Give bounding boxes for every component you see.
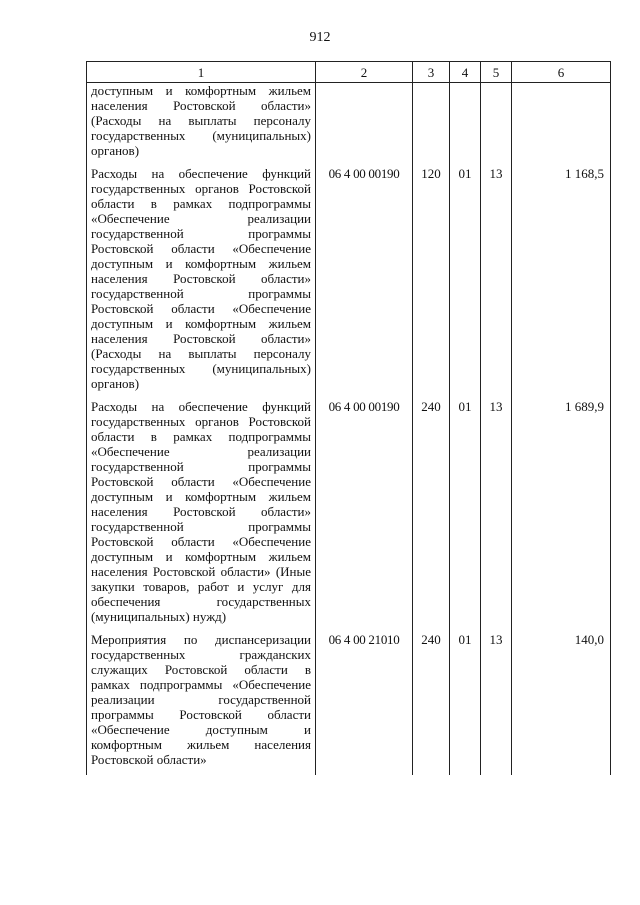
expense-type-code: 240	[413, 399, 450, 632]
budget-table	[86, 61, 611, 775]
column-header-2: 2	[316, 62, 413, 83]
column-header-1: 1	[87, 62, 316, 83]
amount-value: 140,0	[512, 632, 611, 775]
table-row	[87, 83, 611, 167]
column-header-3: 3	[413, 62, 450, 83]
column-header-4: 4	[450, 62, 481, 83]
subsection-code: 13	[481, 632, 512, 775]
section-code: 01	[450, 632, 481, 775]
amount-value: 1 168,5	[512, 166, 611, 399]
expense-type-code: 120	[413, 166, 450, 399]
target-article-code: 06 4 00 00190	[316, 166, 413, 399]
amount-value: 1 689,9	[512, 399, 611, 632]
column-header-6: 6	[512, 62, 611, 83]
row-description: Расходы на обеспечение функций государственных органов Ростовской области в рамках подпрограммы «Обеспечение реализации государственной программы Ростовской области «Обеспечение доступным и комфортным жильем населения Ростовской области» государственной программы Ростовской области «Обеспечение доступным и комфортным жильем населения Ростовской области» (Иные закупки товаров, работ и услуг для обеспечения государственных (муниципальных) нужд)	[87, 399, 316, 632]
row-description: Расходы на обеспечение функций государственных органов Ростовской области в рамках подпрограммы «Обеспечение реализации государственной программы Ростовской области «Обеспечение доступным и комфортным жильем населения Ростовской области» государственной программы Ростовской области «Обеспечение доступным и комфортным жильем населения Ростовской области» (Расходы на выплаты персоналу государственных (муниципальных) органов)	[87, 166, 316, 399]
subsection-code: 13	[481, 166, 512, 399]
subsection-code	[481, 83, 512, 167]
target-article-code	[316, 83, 413, 167]
expense-type-code	[413, 83, 450, 167]
table-header-row	[87, 62, 611, 83]
row-description: Мероприятия по диспансеризации государственных гражданских служащих Ростовской области в рамках подпрограммы «Обеспечение реализации государственной программы Ростовской области «Обеспечение доступным и комфортным жильем населения Ростовской области»	[87, 632, 316, 775]
section-code: 01	[450, 399, 481, 632]
subsection-code: 13	[481, 399, 512, 632]
amount-value	[512, 83, 611, 167]
section-code: 01	[450, 166, 481, 399]
table-row	[87, 632, 611, 775]
table-row	[87, 166, 611, 399]
row-description: доступным и комфортным жильем населения Ростовской области» (Расходы на выплаты персоналу государственных (муниципальных) органов)	[87, 83, 316, 167]
page-number: 912	[309, 30, 331, 45]
target-article-code: 06 4 00 21010	[316, 632, 413, 775]
expense-type-code: 240	[413, 632, 450, 775]
section-code	[450, 83, 481, 167]
column-header-5: 5	[481, 62, 512, 83]
target-article-code: 06 4 00 00190	[316, 399, 413, 632]
table-row	[87, 399, 611, 632]
